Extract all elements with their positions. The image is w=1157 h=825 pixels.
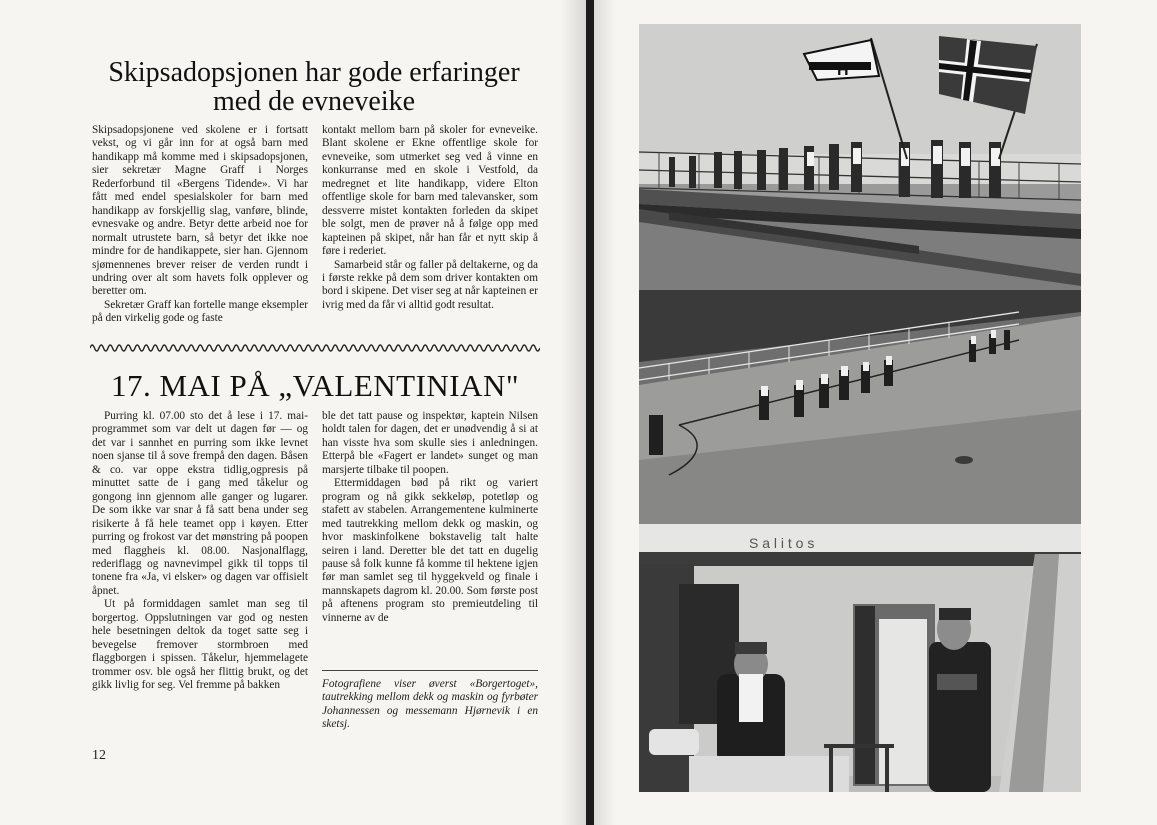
photo-caption: Fotografiene viser øverst «Borgertoget», tautrekking mellom dekk og maskin og fyrbøter Johannessen og messemann Hjørnevik i en sketsj. [322, 678, 538, 731]
flag-letter: H [837, 62, 849, 79]
paragraph: Sekretær Graff kan fortelle mange eksempler på den virkelig gode og faste [92, 298, 308, 325]
caption-rule [322, 670, 538, 671]
article2-column-1 [92, 410, 308, 693]
article1-title-line1: Skipsadopsjonen har gode erfaringer [108, 57, 520, 88]
photo-procession [639, 24, 1081, 291]
article1-title-line2: med de evneveike [212, 86, 416, 117]
article1-column-1 [92, 124, 308, 326]
paragraph: Skipsadopsjonene ved skolene er i fortsatt vekst, og vi går inn for at også barn med handikapp må komme med i skipsadopsjonen, sier sekretær Magne Graff i Norges Rederforbund til «Bergens Tidende». Vi har fått med endel spesialskoler for barn med handikapp av forskjellig slag, vanføre, blinde, evnesvake og andre. Betyr dette arbeid noe for normalt utrustete barn, så betyr det ikke noe mindre for de handikappete, sier han. Gjennom sjømennenes brever reiser de verden rundt i undring over alt som havets folk opplever og beretter om. [92, 124, 308, 298]
article1-title [88, 58, 540, 116]
paragraph: Ut på formiddagen samlet man seg til borgertog. Oppslutningen var god og nesten hele besetningen deltok da toget satte seg i bevegelse fremover stormbroen med flaggborgen i spissen. Tåkelur, hjemmelagete trommer osv. ble også her flittig brukt, og det gikk livlig for seg. Vel fremme på bakken [92, 598, 308, 692]
wave-divider [90, 341, 540, 355]
gutter-shadow [560, 0, 586, 825]
photo-tug-of-war [639, 290, 1081, 524]
article2-title: 17. MAI PÅ „VALENTINIAN" [110, 368, 520, 403]
sign-text: S a l i t o s [749, 535, 815, 551]
photo-sketch [639, 524, 1081, 792]
paragraph: ble det tatt pause og inspektør, kaptein Nilsen holdt talen for dagen, det er unødvendig å si at han visste hva som skulle sies i anledningen. Etterpå ble «Fagert er landet» sunget og man marsjerte tilbake til poopen. [322, 410, 538, 476]
page-number: 12 [92, 748, 106, 763]
paragraph: kontakt mellom barn på skoler for evneveike. Blant skolene er Ekne offentlige skole for evneveike, som utmerket seg ved å vinne en konkurranse med en skole i Vestfold, da medregnet et lite handikapp, videre Elton offentlige skole for barn med talevansker, som dessverre mistet kontakten forleden da skipet ble solgt, men de prøver nå å følge opp med kapteinen på skipet, når han får et nytt skip å føre i rederiet. [322, 124, 538, 258]
paragraph: Purring kl. 07.00 sto det å lese i 17. mai-programmet som var delt ut dagen før — og det var i sannhet en purring som ikke levnet noen sjanse til å sove frempå den dagen. Båsen & co. var oppe ekstra tidlig,ogpresis på minuttet satte de i gang med tåkelur og gongong inn gjennom alle ganger og lugarer. De som ikke var snar å få satt bena under seg risikerte å få hele teamet opp i køyen. Etter purring og frokost var det mønstring på poopen med flaggheis kl. 08.00. Nasjonalflagg, rederiflagg og navnevimpel gikk til topps til tonene fra «Ja, vi elsker» og dagen var offisielt åpnet. [92, 410, 308, 597]
article2-column-2 [322, 410, 538, 625]
gutter-shadow-right [594, 0, 616, 825]
paragraph: Samarbeid står og faller på deltakerne, og da i første rekke på dem som driver kontakten om bord i skipene. Det viser seg at når kapteinen er ivrig med da får vi alltid godt resultat. [322, 258, 538, 311]
article1-column-2 [322, 124, 538, 312]
paragraph: Ettermiddagen bød på rikt og variert program og nå gikk sekkeløp, potetløp og stafett av stabelen. Arrangementene kulminerte med tautrekking mellom dekk og maskin, og hvor maskinfolkene bokstavelig talt halte seiren i land. Deretter ble det tatt en dugelig pause så folk kunne få komme til hektene igjen før man samlet seg til hyggekveld og finale i mannskapets dagrom kl. 20.00. Som første post på aftenens program sto premieutdeling til vinnerne av de [322, 477, 538, 624]
